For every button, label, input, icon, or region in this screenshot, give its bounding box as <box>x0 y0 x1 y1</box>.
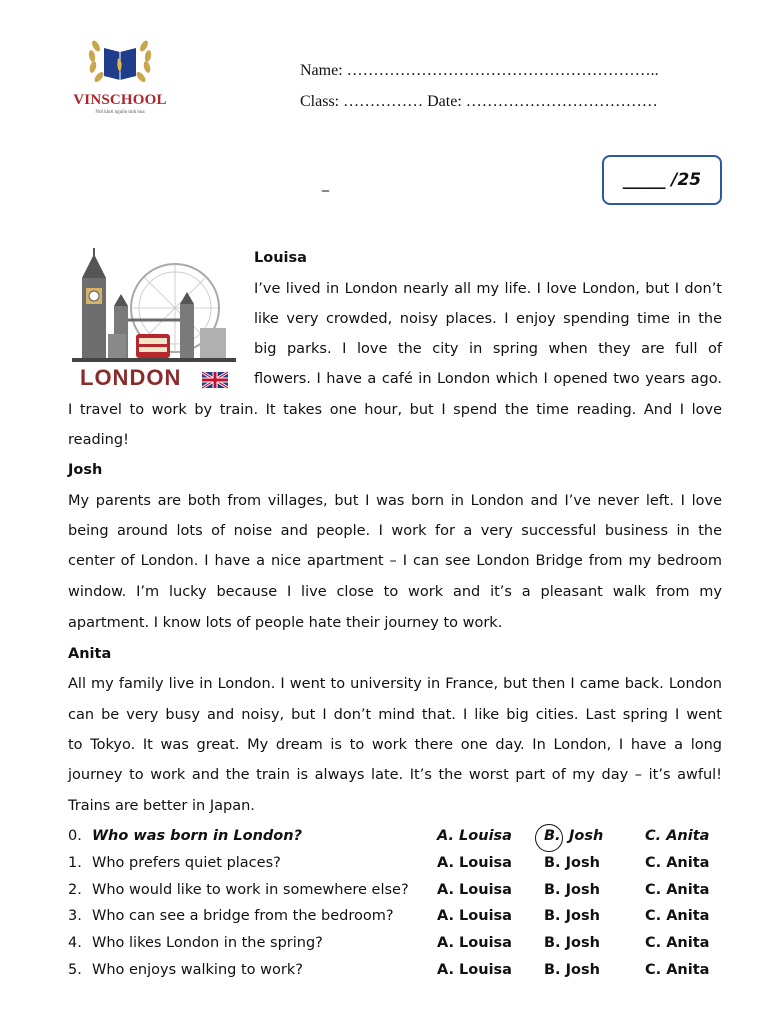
dash-mark: _ <box>322 176 329 192</box>
question-number: 5. <box>68 962 82 978</box>
london-illustration <box>68 248 240 394</box>
josh-line-5: apartment. I know lots of people hate their journey to work. <box>68 615 503 631</box>
louisa-line-6: reading! <box>68 432 129 448</box>
question-text: Who enjoys walking to work? <box>92 962 303 978</box>
score-box <box>602 155 722 205</box>
josh-line-2: being around lots of noise and people. I work for a very successful business in the <box>68 523 722 539</box>
question-2 <box>68 882 409 898</box>
option-c[interactable]: C. Anita <box>645 828 710 844</box>
option-b-name[interactable]: Josh <box>569 828 604 844</box>
option-a[interactable]: A. Louisa <box>437 828 512 844</box>
score-text: _____ /25 <box>622 170 702 190</box>
name-line: Name: ………………………………………………….. <box>300 62 659 79</box>
question-0 <box>68 828 302 844</box>
option-a[interactable]: A. Louisa <box>437 935 512 951</box>
option-a[interactable]: A. Louisa <box>437 855 512 871</box>
logo-name: VINSCHOOL <box>73 92 167 108</box>
louisa-line-1: I’ve lived in London nearly all my life. I love London, but I don’t <box>254 281 722 297</box>
question-4 <box>68 935 323 951</box>
question-number: 4. <box>68 935 82 951</box>
option-a[interactable]: A. Louisa <box>437 908 512 924</box>
josh-line-1: My parents are both from villages, but I was born in London and I’ve never left. I love <box>68 493 722 509</box>
question-3 <box>68 908 394 924</box>
josh-line-4: window. I’m lucky because I live close to work and it’s a pleasant walk from my <box>68 584 722 600</box>
anita-line-4: journey to work and the train is always late. It’s the worst part of my day – it’s awful! <box>68 767 722 783</box>
question-text: Who likes London in the spring? <box>92 935 323 951</box>
anita-line-5: Trains are better in Japan. <box>68 798 255 814</box>
option-b[interactable]: B. Josh <box>544 855 600 871</box>
london-caption: LONDON <box>80 365 182 390</box>
option-b-letter[interactable]: B. <box>544 828 561 844</box>
question-5 <box>68 962 303 978</box>
option-c[interactable]: C. Anita <box>645 882 710 898</box>
louisa-line-2: like very crowded, noisy places. I enjoy spending time in the <box>254 311 722 327</box>
question-number: 3. <box>68 908 82 924</box>
option-a[interactable]: A. Louisa <box>437 962 512 978</box>
heading-louisa: Louisa <box>254 250 307 266</box>
question-text: Who prefers quiet places? <box>92 855 281 871</box>
heading-josh: Josh <box>68 462 103 478</box>
class-date-line: Class: …………… Date: ……………………………… <box>300 93 658 110</box>
option-c[interactable]: C. Anita <box>645 855 710 871</box>
option-b[interactable]: B. Josh <box>544 935 600 951</box>
anita-line-2: can be very busy and noisy, but I don’t mind that. I like big cities. Last spring I went <box>68 707 722 723</box>
option-c[interactable]: C. Anita <box>645 935 710 951</box>
question-number: 1. <box>68 855 82 871</box>
anita-line-3: to Tokyo. It was great. My dream is to work there one day. In London, I have a long <box>68 737 722 753</box>
logo-tagline: Nơi khơi nguồn tình hoa <box>95 110 145 115</box>
option-c[interactable]: C. Anita <box>645 962 710 978</box>
josh-line-3: center of London. I have a nice apartment – I can see London Bridge from my bedroom <box>68 553 722 569</box>
heading-anita: Anita <box>68 646 112 662</box>
louisa-line-4: flowers. I have a café in London which I opened two years ago. <box>254 371 722 387</box>
laurel-book-icon <box>68 28 172 92</box>
option-b[interactable]: B. Josh <box>544 962 600 978</box>
anita-line-1: All my family live in London. I went to university in France, but then I came back. London <box>68 676 722 692</box>
option-b[interactable]: B. Josh <box>544 882 600 898</box>
option-b[interactable]: B. Josh <box>544 908 600 924</box>
option-c[interactable]: C. Anita <box>645 908 710 924</box>
question-text: Who can see a bridge from the bedroom? <box>92 908 394 924</box>
question-number: 2. <box>68 882 82 898</box>
question-text: Who would like to work in somewhere else? <box>92 882 409 898</box>
louisa-line-3: big parks. I love the city in spring when they are full of <box>254 341 722 357</box>
question-text: Who was born in London? <box>92 828 302 844</box>
option-a[interactable]: A. Louisa <box>437 882 512 898</box>
vinschool-logo <box>68 28 172 122</box>
question-1 <box>68 855 281 871</box>
louisa-line-5: I travel to work by train. It takes one hour, but I spend the time reading. And I love <box>68 402 722 418</box>
question-number: 0. <box>68 828 82 844</box>
